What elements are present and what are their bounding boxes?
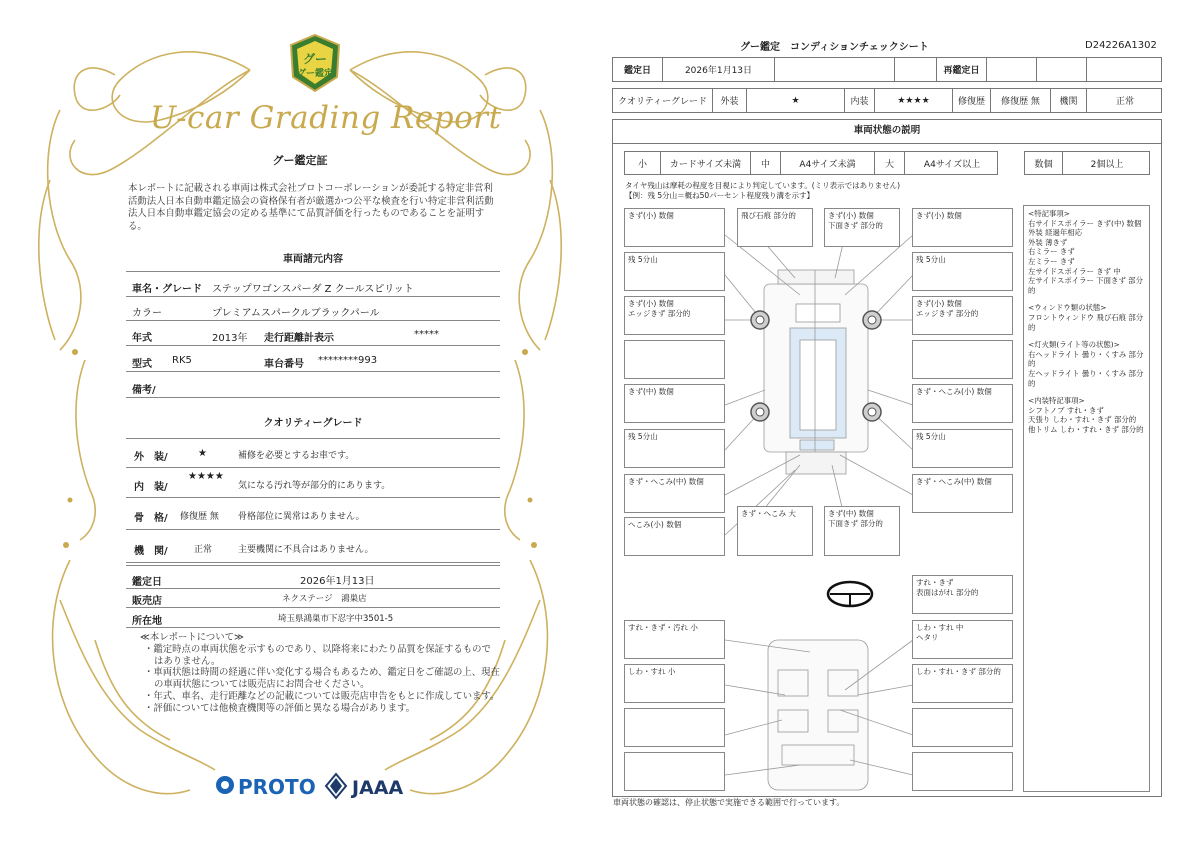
damage-box-interior-right-4 <box>912 752 1013 791</box>
quality-grade-row: クオリティーグレード 外装 ★ 内装 ★★★★ 修復歴 修復歴 無 機関 正常 <box>612 88 1162 113</box>
shop-name: ネクステージ 鴻巣店 <box>282 594 367 604</box>
damage-box-interior-right-1: しわ・すれ 中 ヘタリ <box>912 620 1013 659</box>
sheet-engine-status: 正常 <box>1115 97 1134 107</box>
damage-box-interior-left-1: すれ・きず・汚れ 小 <box>624 620 725 659</box>
vehicle-model: RK5 <box>172 355 192 366</box>
shop-address: 埼玉県鴻巣市下忍字中3501-5 <box>278 614 394 624</box>
grade-row-frame: 骨 格/ 修復歴 無 骨格部位に異常はありません。 <box>126 498 500 530</box>
size-legend: 小 カードサイズ未満 中 A4サイズ未満 大 A4サイズ以上 <box>624 151 998 175</box>
damage-box-interior-left-2: しわ・すれ 小 <box>624 664 725 703</box>
date-row: 鑑定日 2026年1月13日 再鑑定日 <box>612 57 1162 82</box>
sheet-title: グー鑑定 コンディションチェックシート <box>740 42 929 53</box>
damage-box-right-7: きず・へこみ(中) 数個 <box>912 474 1013 513</box>
svg-text:グー: グー <box>302 52 328 66</box>
info-row-shop: 販売店 ネクステージ 鴻巣店 <box>126 587 500 608</box>
spec-row-year: 年式 2013年 走行距離計表示 ***** <box>126 321 500 346</box>
svg-text:グー鑑定: グー鑑定 <box>296 69 334 79</box>
vehicle-year: 2013年 <box>212 333 248 344</box>
spec-heading: 車両諸元内容 <box>283 254 343 265</box>
proto-logo <box>214 770 414 802</box>
vehicle-name: ステップワゴンスパーダ Z クールスピリット <box>212 284 414 295</box>
tire-example: 【例：残 5分山＝概ね50パーセント程度残り溝を示す】 <box>625 191 815 200</box>
jaaa-logo <box>326 774 403 799</box>
grade-row-engine: 機 関/ 正常 主要機関に不具合はありません。 <box>126 530 500 563</box>
spec-row-name: 車名・グレード ステップワゴンスパーダ Z クールスピリット <box>126 271 500 297</box>
spec-row-color: カラー プレミアムスパークルブラックパール <box>126 296 500 321</box>
window-notes: <ウィンドウ類の状態> フロントウィンドウ 飛び石痕 部分的 <box>1028 303 1144 332</box>
certificate-statement: 本レポートに記載される車両は株式会社プロトコーポレーションが委託する特定非営利活動法人日本自動車鑑定協会の資格保有者が厳選かつ公平な検査を行い特定非営利活動法人日本自動車鑑定協会の定める基準にて品質評価を行ったものであることを証明する。 <box>128 183 494 232</box>
damage-box-left-8: へこみ(小) 数個 <box>624 517 725 556</box>
info-row-date: 鑑定日 2026年1月13日 <box>126 565 500 589</box>
info-row-address: 所在地 埼玉県鴻巣市下忍字中3501-5 <box>126 607 500 628</box>
damage-box-right-1: きず(小) 数個 <box>912 208 1013 247</box>
certificate-title: グー鑑定証 <box>272 154 328 167</box>
damage-box-left-3: きず(小) 数個 エッジきず 部分的 <box>624 296 725 335</box>
damage-box-bottom-1: きず・へこみ 大 <box>737 506 813 556</box>
goo-appraisal-seal-icon <box>287 33 343 93</box>
grade-row-exterior: 外 装/ ★ 補修を必要とするお車です。 <box>126 438 500 468</box>
damage-box-interior-left-4 <box>624 752 725 791</box>
condition-heading: 車両状態の説明 <box>612 119 1162 144</box>
damage-box-top-2: きず(小) 数個 下面きず 部分的 <box>824 208 900 247</box>
document-id: D24226A1302 <box>1085 40 1157 51</box>
damage-box-interior-right-2: しわ・すれ・きず 部分的 <box>912 664 1013 703</box>
sheet-footer-note: 車両状態の確認は、停止状態で実施できる範囲で行っています。 <box>613 798 845 807</box>
report-script-title: U-car Grading Report <box>150 100 502 136</box>
damage-box-bottom-2: きず(中) 数個 下面きず 部分的 <box>824 506 900 556</box>
sheet-repair-history: 修復歴 無 <box>991 89 1051 112</box>
vehicle-mileage: ***** <box>414 329 439 340</box>
light-notes: <灯火類(ライト等の状態)> 右ヘッドライト 曇り・くすみ 部分的 左ヘッドライト 曇り・くすみ 部分的 <box>1028 340 1144 388</box>
sheet-exterior-stars: ★ <box>747 89 845 112</box>
damage-box-right-6: 残 5分山 <box>912 429 1013 468</box>
exterior-notes: <特記事項> 右サイドスポイラー きず(中) 数個 外装 経過年相応 外装 薄きず 右ミラー きず 左ミラー きず 左サイドスポイラー きず 中 左サイドスポイラー 下面きず 部分的 <box>1028 209 1143 295</box>
vehicle-color: プレミアムスパークルブラックパール <box>212 308 380 319</box>
report-notes: ≪本レポートについて≫ ・鑑定時点の車両状態を示すものであり、以降将来にわたり品質を保証するものではありません。 ・車両状態は時間の経過に伴い変化する場合もあるため、鑑定日をご確認の上、現在の車両状態については販売店にお問合せください。 ・年式、車名、走行距離などの記載については販売店申告をもとに作成しています。 ・評価については他検査機関等の評価と異なる場合があります。 <box>140 632 500 714</box>
damage-box-right-4 <box>912 340 1013 379</box>
damage-box-steering: すれ・きず 表面はがれ 部分的 <box>912 575 1013 614</box>
steering-wheel-icon <box>828 582 872 606</box>
spec-row-remarks: 備考/ <box>126 373 500 398</box>
damage-box-left-6: 残 5分山 <box>624 429 725 468</box>
quality-heading: クオリティーグレード <box>263 418 363 429</box>
damage-box-interior-right-3 <box>912 708 1013 747</box>
tire-note: タイヤ残山は摩耗の程度を目視により判定しています。(ミリ表示ではありません) <box>625 181 901 190</box>
damage-box-right-2: 残 5分山 <box>912 252 1013 291</box>
damage-box-right-5: きず・へこみ(小) 数個 <box>912 384 1013 423</box>
svg-text:JAAA: JAAA <box>352 777 404 799</box>
damage-box-interior-left-3 <box>624 708 725 747</box>
damage-box-left-4 <box>624 340 725 379</box>
spec-row-model: 型式 RK5 車台番号 ********993 <box>126 347 500 372</box>
damage-box-left-1: きず(小) 数個 <box>624 208 725 247</box>
damage-box-left-5: きず(中) 数個 <box>624 384 725 423</box>
vehicle-chassis: ********993 <box>318 355 378 366</box>
count-legend: 数個 2個以上 <box>1024 151 1150 175</box>
exterior-stars: ★ <box>198 448 207 459</box>
sheet-interior-stars: ★★★★ <box>875 89 953 112</box>
damage-box-left-2: 残 5分山 <box>624 252 725 291</box>
special-notes-panel <box>1023 205 1150 792</box>
interior-notes: <内装特記事項> シフトノブ すれ・きず 天張り しわ・すれ・きず 部分的 他トリム しわ・すれ・きず 部分的 <box>1028 396 1144 434</box>
grade-row-interior: 内 装/ ★★★★ 気になる汚れ等が部分的にあります。 <box>126 467 500 498</box>
svg-text:PROTO: PROTO <box>238 775 316 799</box>
sheet-appraisal-date: 2026年1月13日 <box>663 58 775 81</box>
damage-box-left-7: きず・へこみ(中) 数個 <box>624 474 725 513</box>
interior-stars: ★★★★ <box>188 471 224 482</box>
damage-box-right-3: きず(小) 数個 エッジきず 部分的 <box>912 296 1013 335</box>
appraisal-date: 2026年1月13日 <box>300 576 375 587</box>
damage-box-top-1: 飛び石痕 部分的 <box>737 208 813 247</box>
